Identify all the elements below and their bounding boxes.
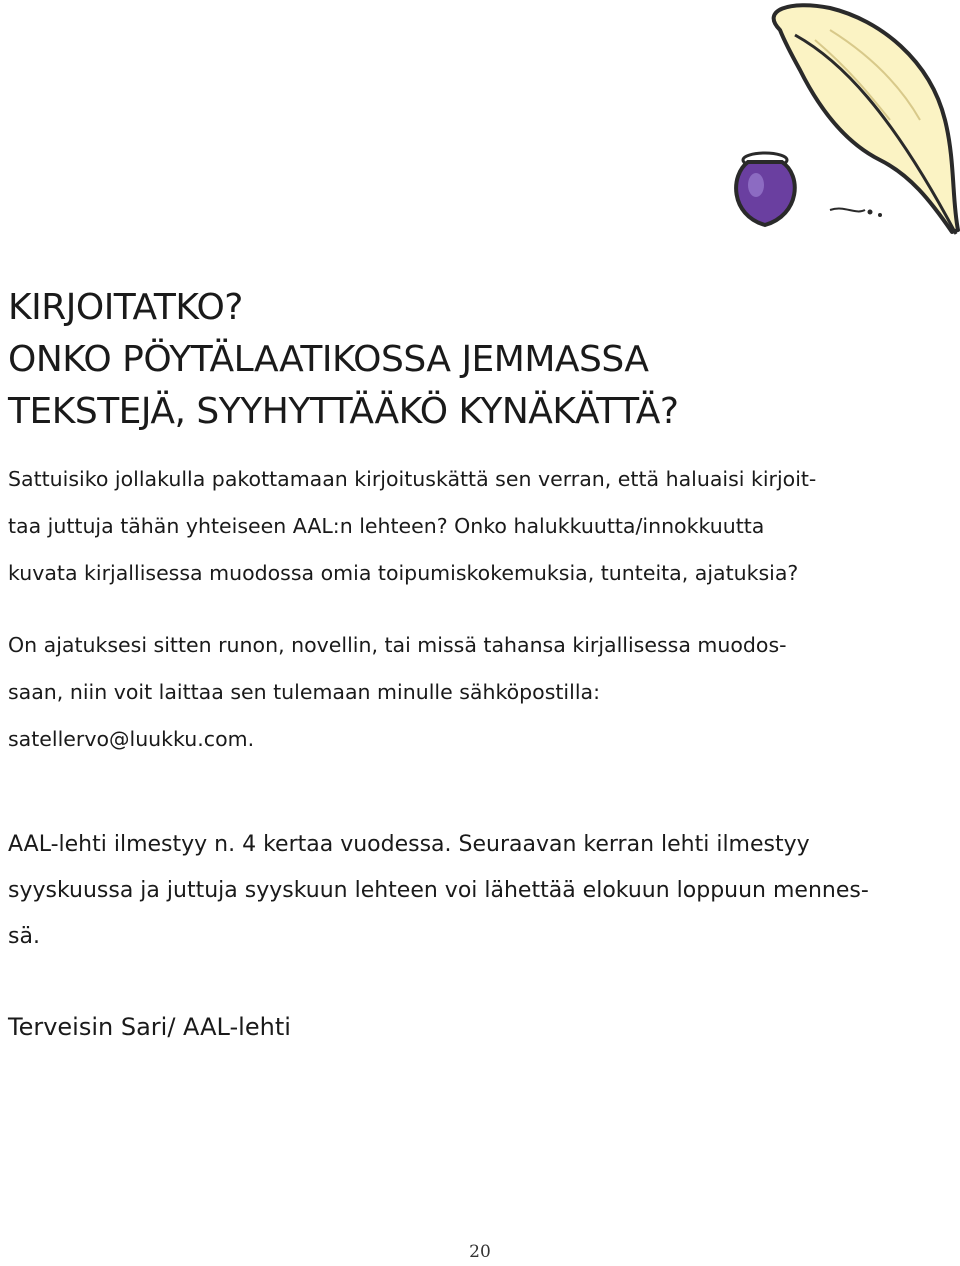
paragraph-line: Sattuisiko jollakulla pakottamaan kirjoituskättä sen verran, että haluaisi kirjoit- <box>8 467 817 491</box>
paragraph-line: kuvata kirjallisessa muodossa omia toipumiskokemuksia, tunteita, ajatuksia? <box>8 561 799 585</box>
heading-line: TEKSTEJÄ, SYYHYTTÄÄKÖ KYNÄKÄTTÄ? <box>8 391 679 432</box>
page-number: 20 <box>469 1242 491 1262</box>
schedule-paragraph <box>8 822 953 960</box>
intro-paragraph <box>8 456 953 597</box>
email-address: satellervo@luukku.com. <box>8 727 255 751</box>
paragraph-line: sä. <box>8 924 40 949</box>
paragraph-line: AAL-lehti ilmestyy n. 4 kertaa vuodessa. Seuraavan kerran lehti ilmestyy <box>8 832 810 857</box>
heading-line: ONKO PÖYTÄLAATIKOSSA JEMMASSA <box>8 339 649 380</box>
page-heading <box>8 282 948 438</box>
paragraph-line: On ajatuksesi sitten runon, novellin, tai missä tahansa kirjallisessa muodos- <box>8 633 787 657</box>
paragraph-line: taa juttuja tähän yhteiseen AAL:n lehteen? Onko halukkuutta/innokkuutta <box>8 514 765 538</box>
signature: Terveisin Sari/ AAL-lehti <box>8 1013 291 1041</box>
paragraph-line: syyskuussa ja juttuja syyskuun lehteen voi lähettää elokuun loppuun mennes- <box>8 878 869 903</box>
heading-line: KIRJOITATKO? <box>8 287 243 328</box>
paragraph-line: saan, niin voit laittaa sen tulemaan minulle sähköpostilla: <box>8 680 600 704</box>
contact-paragraph <box>8 622 953 763</box>
quill-and-inkwell-icon <box>720 0 960 250</box>
